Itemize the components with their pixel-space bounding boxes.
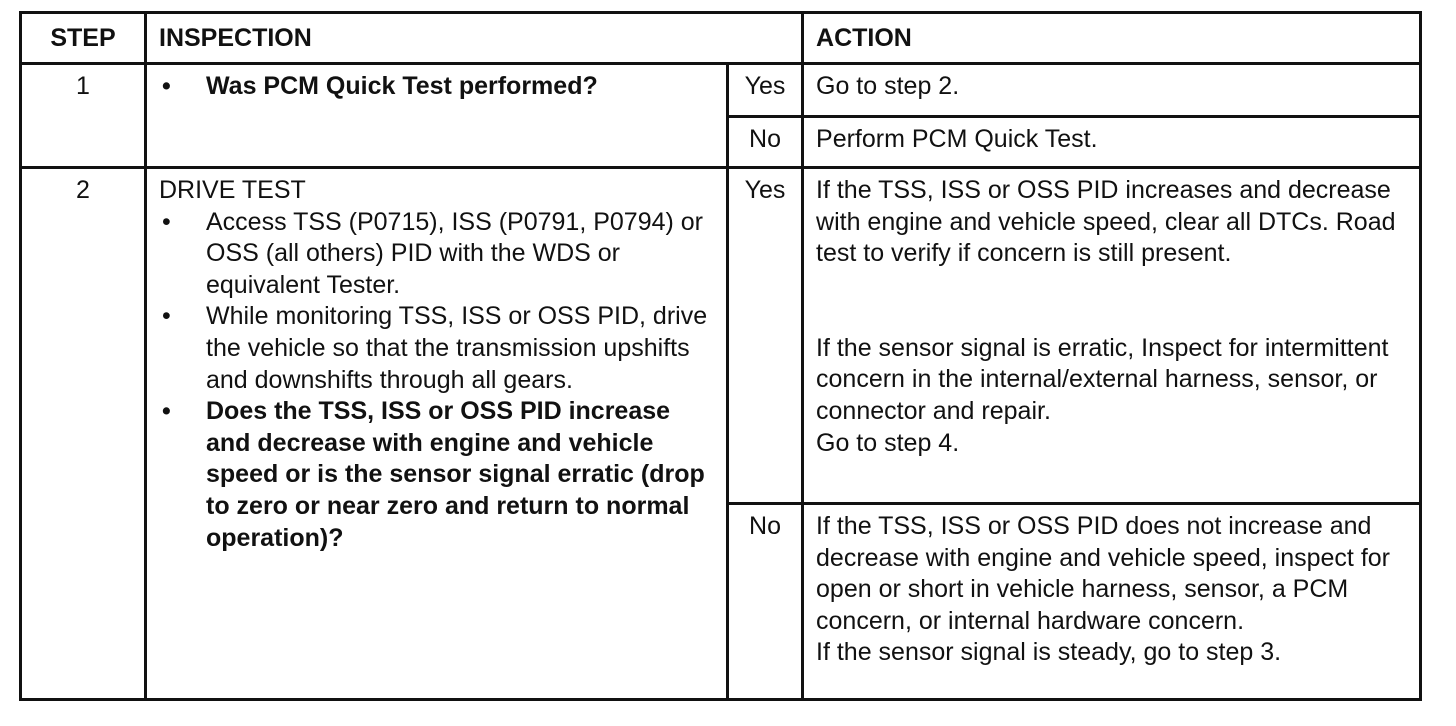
inspection-bullet-list xyxy=(159,207,718,555)
spacer xyxy=(816,270,1409,333)
answer-yes: Yes xyxy=(728,168,803,504)
inspection-question: • Does the TSS, ISS or OSS PID increase and decrease with engine and vehicle speed or is the sensor signal erratic (drop to zero or near zero and return to normal operation)? xyxy=(159,396,718,554)
action-column-header: ACTION xyxy=(803,13,1421,64)
action-cell xyxy=(803,504,1421,700)
answer-no: No xyxy=(728,504,803,700)
answer-no: No xyxy=(728,117,803,168)
header-row xyxy=(21,13,1421,64)
inspection-column-header: INSPECTION xyxy=(146,13,803,64)
table-row xyxy=(21,64,1421,117)
inspection-step: • While monitoring TSS, ISS or OSS PID, drive the vehicle so that the transmission upshifts and downshifts through all gears. xyxy=(159,301,718,396)
answer-yes: Yes xyxy=(728,64,803,117)
step-number: 1 xyxy=(21,64,146,168)
inspection-cell xyxy=(146,168,728,700)
action-text: If the sensor signal is steady, go to step 3. xyxy=(816,638,1282,667)
inspection-question: • Was PCM Quick Test performed? xyxy=(159,71,718,103)
action-text: Go to step 4. xyxy=(816,428,960,457)
inspection-cell xyxy=(146,64,728,168)
inspection-title: DRIVE TEST xyxy=(159,176,306,204)
inspection-step: • Access TSS (P0715), ISS (P0791, P0794) or OSS (all others) PID with the WDS or equivalent Tester. xyxy=(159,207,718,302)
action-text: Perform PCM Quick Test. xyxy=(816,125,1098,153)
action-cell xyxy=(803,64,1421,117)
step-column-header: STEP xyxy=(21,13,146,64)
action-text: If the sensor signal is erratic, Inspect for intermittent concern in the internal/external harness, sensor, or connector and repair. xyxy=(816,333,1389,425)
action-text: If the TSS, ISS or OSS PID does not increase and decrease with engine and vehicle speed, inspect for open or short in vehicle harness, sensor, a PCM concern, or internal hardware concern. xyxy=(816,512,1390,635)
action-cell xyxy=(803,117,1421,168)
action-text: If the TSS, ISS or OSS PID increases and decrease with engine and vehicle speed, clear all DTCs. Road test to verify if concern is still present. xyxy=(816,176,1396,268)
step-number: 2 xyxy=(21,168,146,700)
diagnostic-table xyxy=(19,11,1422,701)
inspection-bullet-list xyxy=(159,71,718,103)
action-text: Go to step 2. xyxy=(816,72,960,100)
action-cell xyxy=(803,168,1421,504)
table-row xyxy=(21,168,1421,504)
